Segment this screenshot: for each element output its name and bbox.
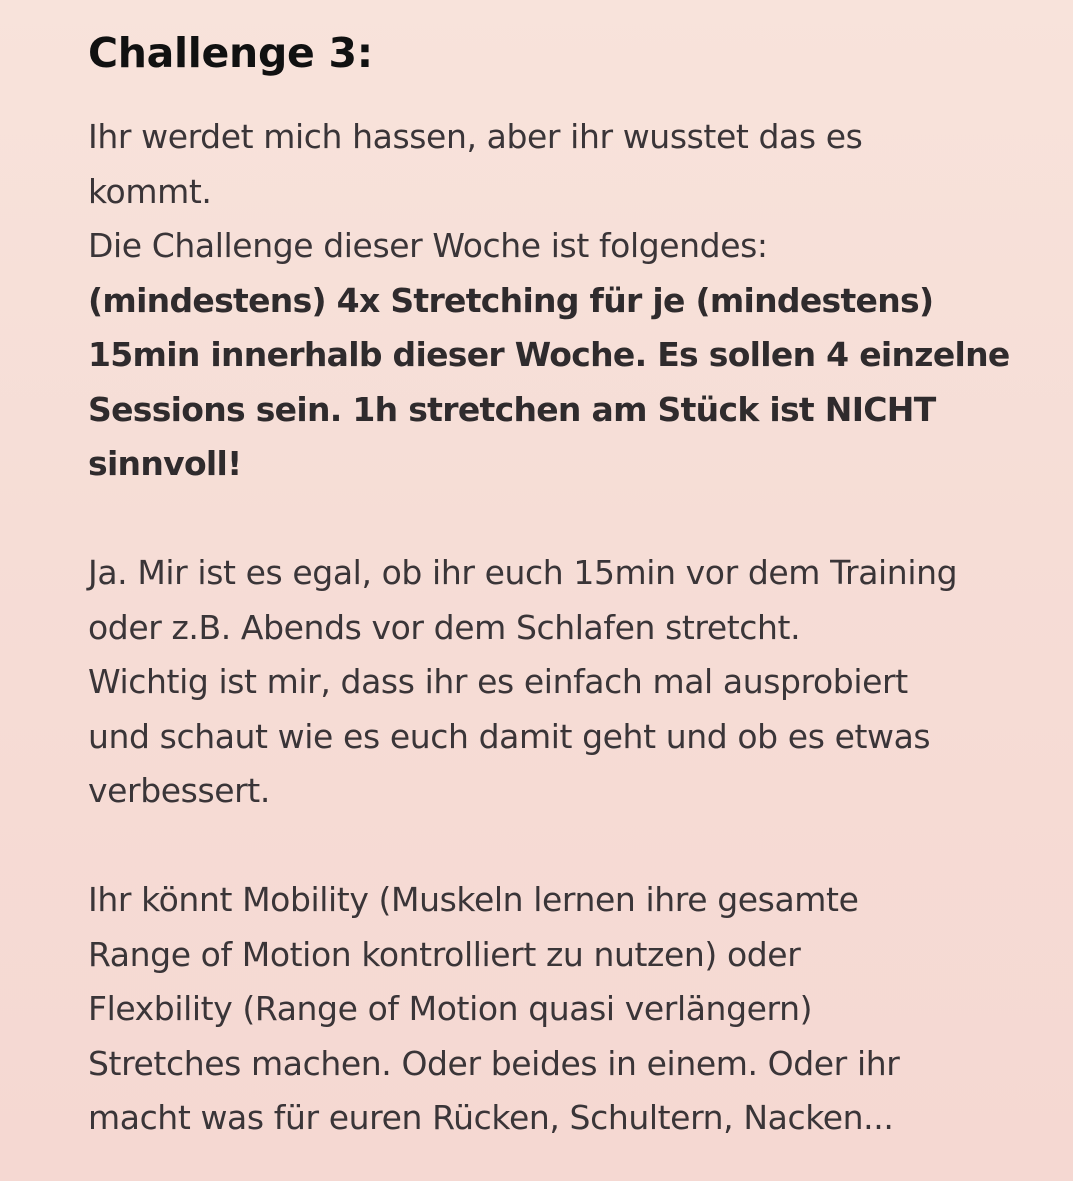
intro-line: Ihr werdet mich hassen, aber ihr wusstet das es [88,117,863,156]
paragraph-spacer [88,819,1058,874]
intro-line: kommt. [88,171,212,211]
timing-line: oder z.B. Abends vor dem Schlafen stretcht. [88,607,801,647]
stretch-types-paragraph [88,873,1058,1146]
rule-line: 15min innerhalb dieser Woche. Es sollen 4 einzelne [88,335,1010,374]
intro-line: Die Challenge dieser Woche ist folgendes: [88,226,768,265]
post-title: Challenge 3: [88,29,373,77]
timing-line: Wichtig ist mir, dass ihr es einfach mal ausprobiert [88,662,908,701]
types-line: Stretches machen. Oder beides in einem. Oder ihr [88,1043,900,1083]
timing-line: verbessert. [88,771,270,810]
timing-line: Ja. Mir ist es egal, ob ihr euch 15min vor dem Training [88,553,958,592]
rule-line: Sessions sein. 1h stretchen am Stück ist NICHT [88,389,936,429]
timing-line: und schaut wie es euch damit geht und ob es etwas [88,716,931,756]
rule-line: sinnvoll! [88,444,242,483]
types-line: macht was für euren Rücken, Schultern, Nacken... [88,1098,894,1137]
types-line: Ihr könnt Mobility (Muskeln lernen ihre gesamte [88,880,859,919]
challenge-rule [88,274,1058,492]
types-line: Flexbility (Range of Motion quasi verlängern) [88,989,813,1028]
rule-line: (mindestens) 4x Stretching für je (mindestens) [88,280,934,320]
challenge-post [88,22,1058,1146]
timing-paragraph [88,546,1058,819]
intro-paragraph [88,110,1058,274]
types-line: Range of Motion kontrolliert zu nutzen) oder [88,934,801,974]
paragraph-spacer [88,492,1058,547]
